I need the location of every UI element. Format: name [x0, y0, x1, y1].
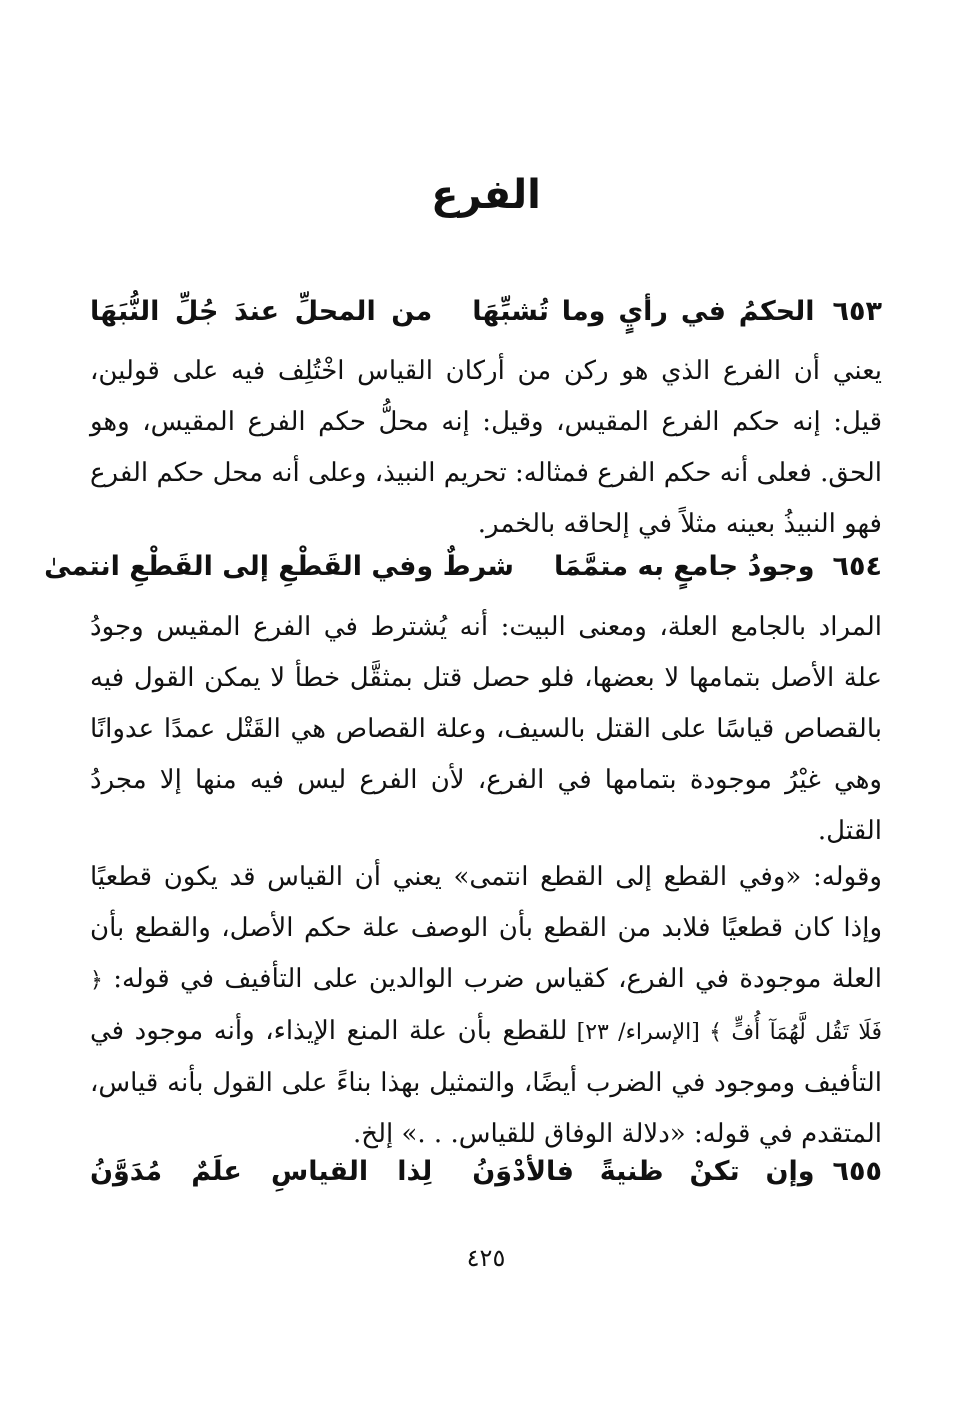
quran-reference: [الإسراء/ ٢٣] [567, 1020, 710, 1045]
verse-number: ٦٥٣ [832, 295, 882, 327]
commentary-paragraph-2: المراد بالجامع العلة، ومعنى البيت: أنه يُشترط في الفرع المقيس وجودُ علة الأصل بتمامها لا بعضها، فلو حصل قتل بمثقَّل خطأ لا يمكن القول فيه بالقصاص قياسًا على القتل بالسيف، وعلة القصاص هي القَتْل عمدًا عدوانًا وهي غيْرُ موجودة بتمامها في الفرع، لأن الفرع ليس فيه منها إلا مجردُ القتل. [90, 612, 882, 846]
page-number: ٤٢٥ [466, 1244, 506, 1272]
verse-hemistich-first: وجودُ جامعٍ به متمَّمَا [553, 550, 815, 582]
section-title: الفرع [431, 172, 541, 218]
verse-number: ٦٥٤ [832, 550, 882, 582]
verse-hemistich-second: من المحلِّ عندَ جُلِّ النُّبَهَا [89, 295, 433, 327]
verse-hemistich-second: شرطٌ وفي القَطْعِ إلى القَطْعِ انتمىٰ [44, 550, 514, 582]
verse-hemistich-first: وإن تكنْ ظنيةً فالأدْوَنُ [472, 1155, 815, 1187]
paragraph-text: وقوله: «وفي القطع إلى القطع انتمى» يعني أن القياس قد يكون قطعيًا وإذا كان قطعيًا فلابد من القطع بأن الوصف علة حكم الأصل، والقطع بأن العلة موجودة في الفرع، كقياس ضرب الوالدين على التأفيف في قوله: [90, 862, 882, 994]
verse-number: ٦٥٥ [832, 1155, 882, 1187]
verse-653 [90, 288, 882, 334]
verse-hemistich-first: الحكمُ في رأيٍ وما تُشبِّهَا [472, 295, 815, 327]
verse-654 [44, 543, 882, 589]
paragraph-text: للقطع بأن علة المنع الإيذاء، وأنه موجود في التأفيف وموجود في الضرب أيضًا، والتمثيل بهذا بناءً على القول بأنه قياس، المتقدم في قوله: «دلالة الوفاق للقياس. . .» إلخ. [90, 1016, 882, 1149]
quran-verse: ﴿ فَلَا تَقُل لَّهُمَآ أُفٍّ ﴾ [90, 968, 883, 1045]
commentary-paragraph-1: يعني أن الفرع الذي هو ركن من أركان القياس اخْتُلِف فيه على قولين، قيل: إنه حكم الفرع المقيس، وقيل: إنه محلُّ حكم الفرع المقيس، وهو الحق. فعلى أنه حكم الفرع فمثاله: تحريم النبيذ، وعلى أنه محل حكم الفرع فهو النبيذُ بعينه مثلاً في إلحاقه بالخمر. [90, 356, 882, 539]
verse-655 [90, 1148, 882, 1194]
verse-hemistich-second: لِذا القياسِ علَمٌ مُدَوَّنُ [89, 1155, 433, 1187]
commentary-paragraph-3 [90, 852, 882, 1160]
